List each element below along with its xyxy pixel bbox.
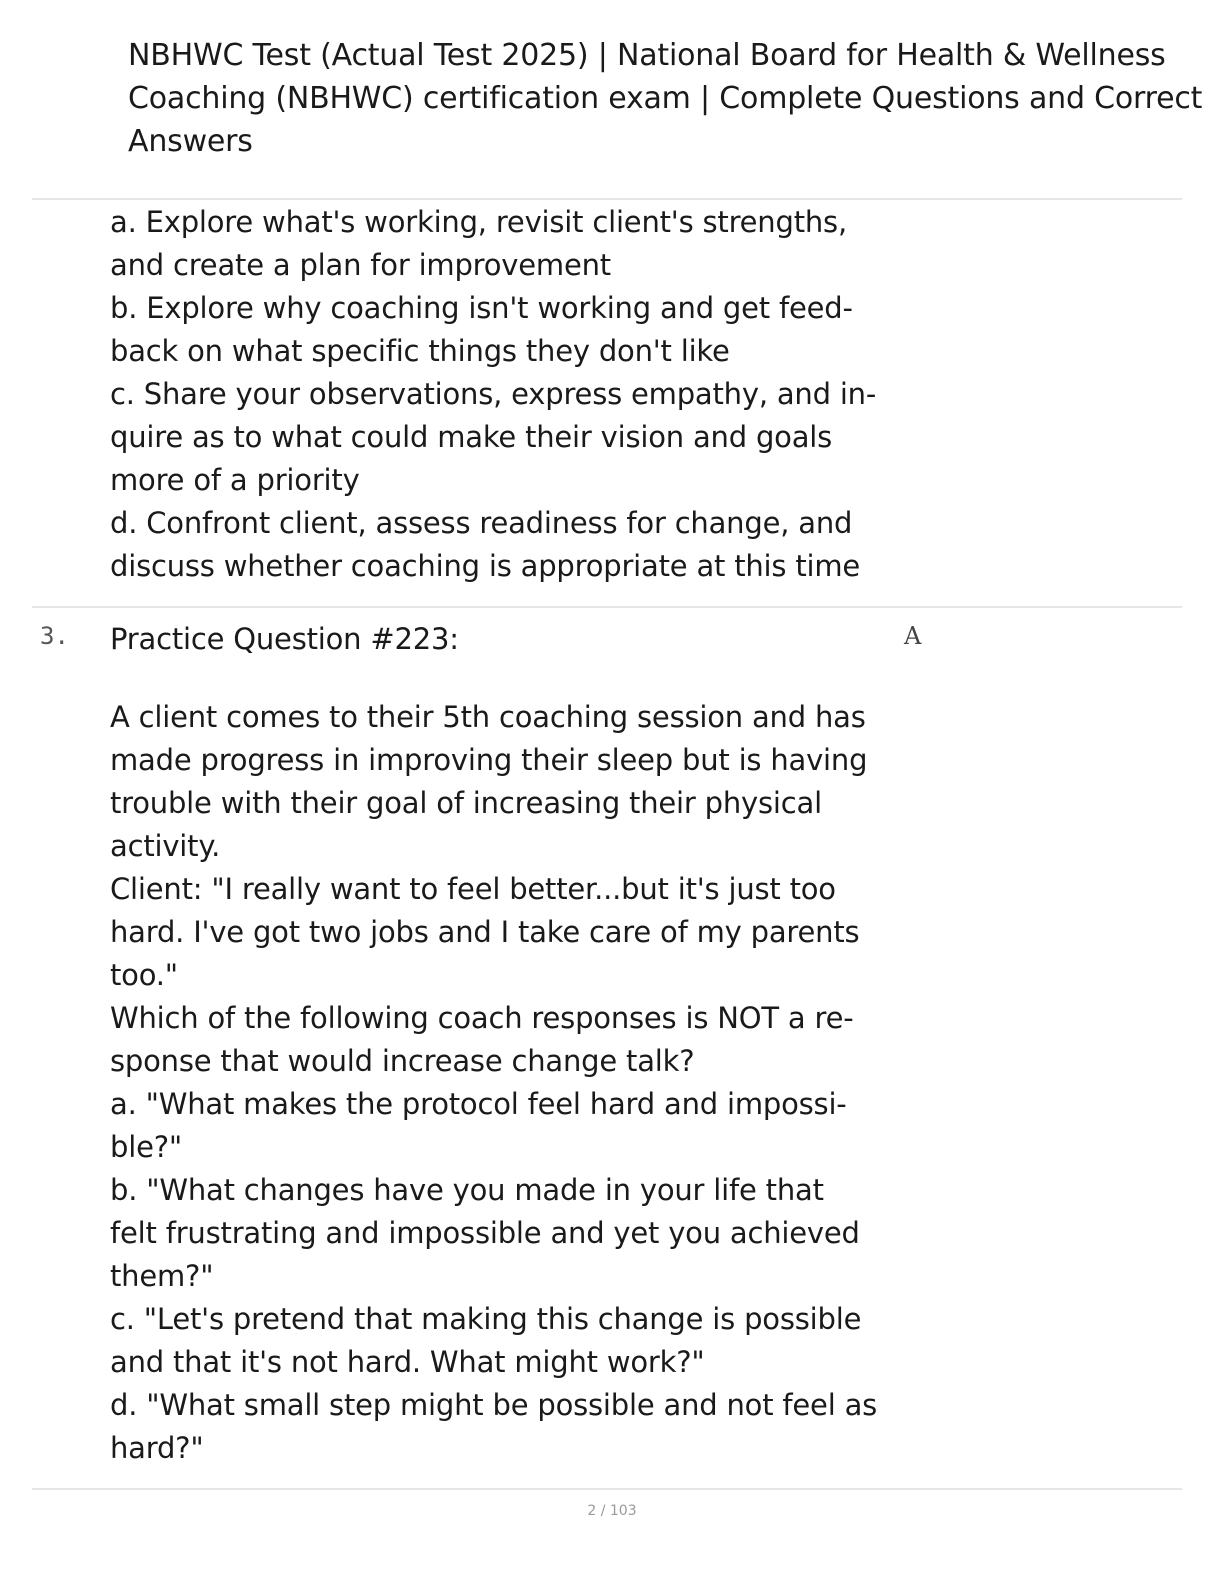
question-line: too." [110, 958, 178, 992]
option-line: a. "What makes the protocol feel hard and impossi- [110, 1087, 847, 1121]
option-line: back on what specific things they don't like [110, 334, 730, 368]
option-line: quire as to what could make their vision and goals [110, 420, 833, 454]
title-line: NBHWC Test (Actual Test 2025) | National Board for Health & Wellness [128, 38, 1166, 73]
option-line: felt frustrating and impossible and yet you achieved [110, 1216, 860, 1250]
option-line: hard?" [110, 1431, 204, 1465]
option-line: c. "Let's pretend that making this change is possible [110, 1302, 862, 1336]
question-line: hard. I've got two jobs and I take care of my parents [110, 915, 860, 949]
title-line: Coaching (NBHWC) certification exam | Complete Questions and Correct [128, 81, 1203, 116]
question-number: 3. [40, 622, 69, 650]
question-block [110, 618, 900, 1470]
page-indicator: 2 / 103 [587, 1503, 637, 1519]
question-line: activity. [110, 829, 221, 863]
title-line: Answers [128, 124, 253, 159]
option-line: d. Confront client, assess readiness for change, and [110, 506, 853, 540]
option-line: more of a priority [110, 463, 360, 497]
question-line: Client: "I really want to feel better...but it's just too [110, 872, 836, 906]
question-line: sponse that would increase change talk? [110, 1044, 695, 1078]
option-line: them?" [110, 1259, 214, 1293]
divider [32, 198, 1182, 200]
question-line: Which of the following coach responses is NOT a re- [110, 1001, 854, 1035]
question-line: trouble with their goal of increasing their physical [110, 786, 822, 820]
question-heading: Practice Question #223: [110, 622, 459, 656]
option-line: d. "What small step might be possible and not feel as [110, 1388, 878, 1422]
option-line: and create a plan for improvement [110, 248, 611, 282]
question-line: A client comes to their 5th coaching session and has [110, 700, 866, 734]
option-line: b. Explore why coaching isn't working and get feed- [110, 291, 853, 325]
question-line: made progress in improving their sleep but is having [110, 743, 868, 777]
option-line: a. Explore what's working, revisit client's strengths, [110, 205, 847, 239]
option-line: b. "What changes have you made in your life that [110, 1173, 824, 1207]
previous-question-options [110, 201, 900, 588]
divider [32, 606, 1182, 608]
option-line: discuss whether coaching is appropriate at this time [110, 549, 861, 583]
option-line: ble?" [110, 1130, 183, 1164]
option-line: c. Share your observations, express empathy, and in- [110, 377, 877, 411]
divider [32, 1488, 1182, 1490]
answer-key: A [904, 622, 922, 650]
option-line: and that it's not hard. What might work?" [110, 1345, 705, 1379]
document-title [128, 34, 1208, 163]
